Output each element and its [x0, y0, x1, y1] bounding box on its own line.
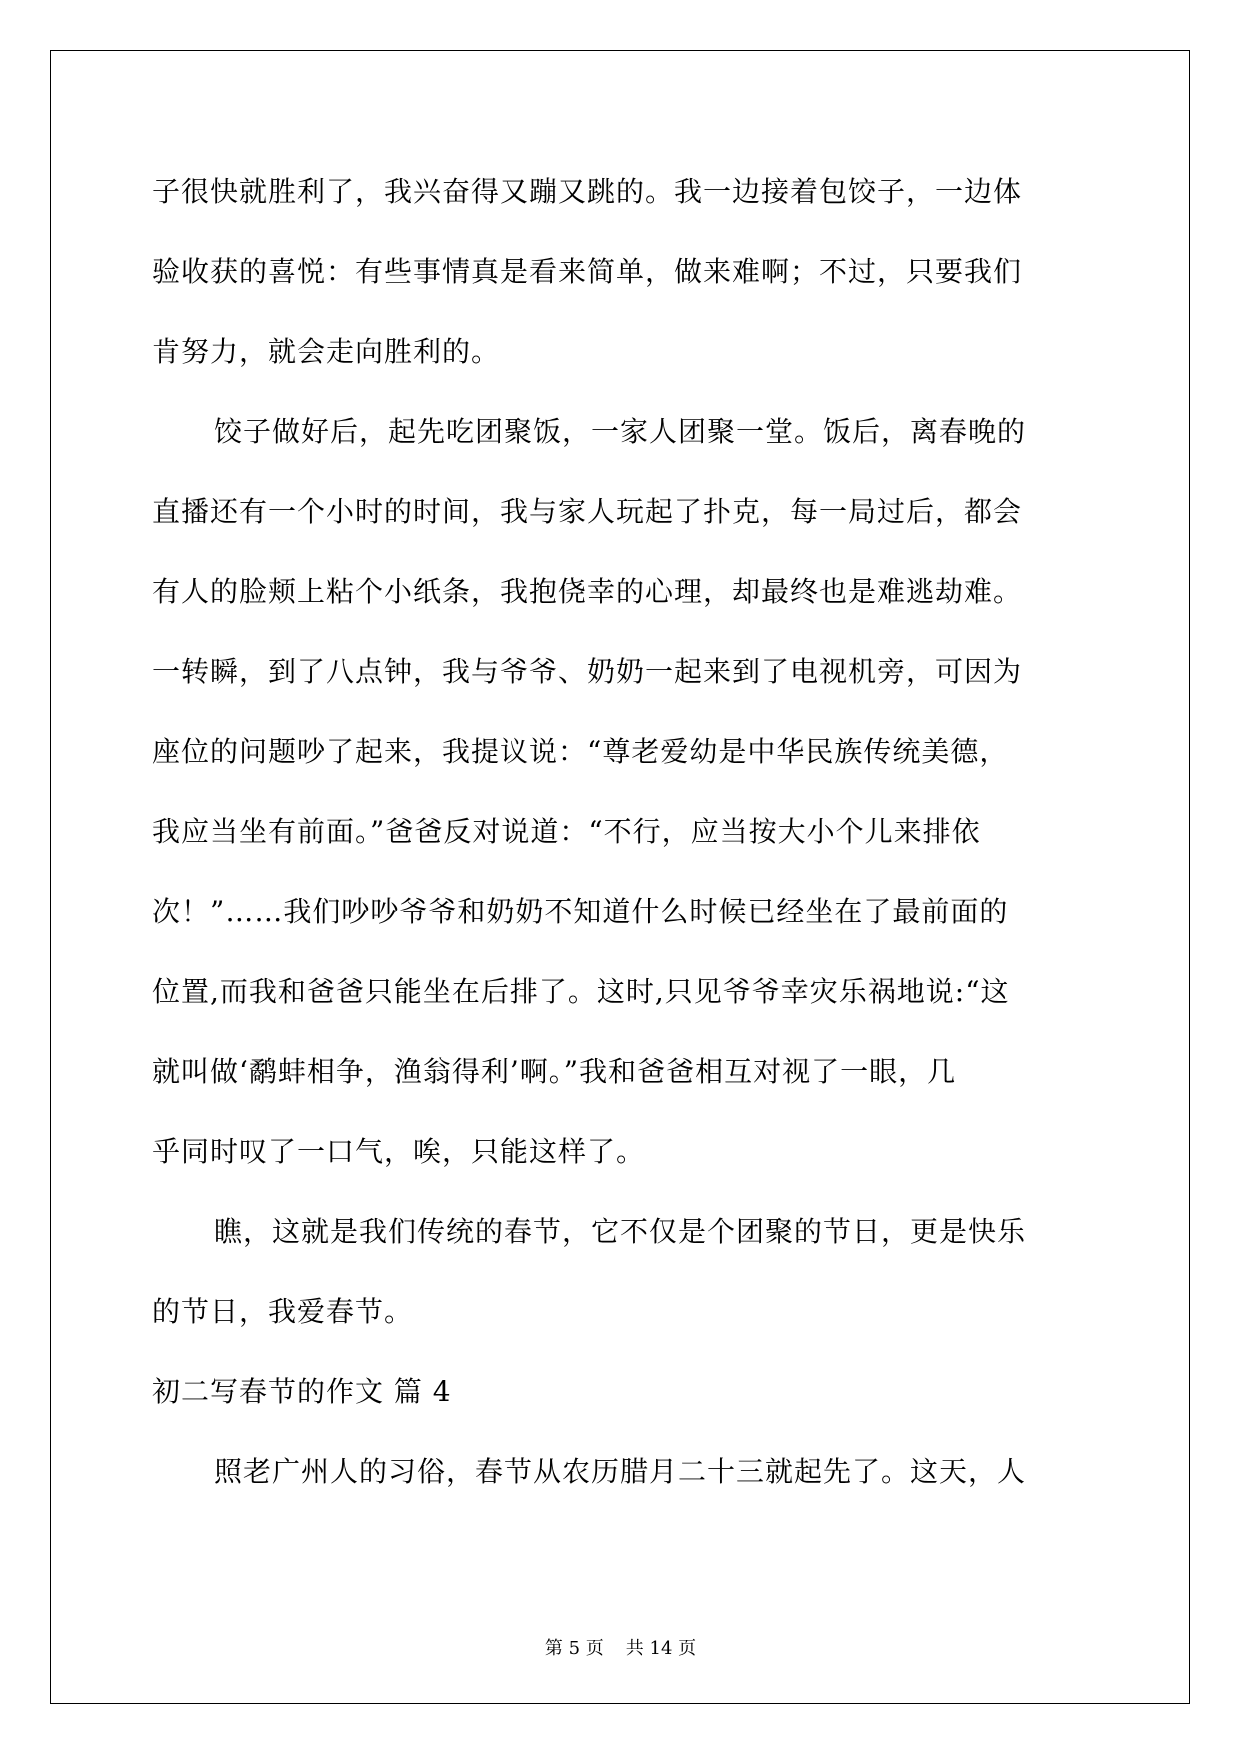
text-line: 我应当坐有前面。”爸爸反对说道：“不行，应当按大小个儿来排依 [152, 815, 981, 848]
paragraph-start-line: 照老广州人的习俗，春节从农历腊月二十三就起先了。这天，人 [214, 1455, 1027, 1488]
paragraph-start-line: 饺子做好后，起先吃团聚饭，一家人团聚一堂。饭后，离春晚的 [214, 415, 1027, 448]
text-line: 就叫做‘鹬蚌相争，渔翁得利’啊。”我和爸爸相互对视了一眼，几 [152, 1055, 957, 1088]
page-total: 共 14 页 [625, 1638, 697, 1659]
text-line: 验收获的喜悦：有些事情真是看来简单，做来难啊；不过，只要我们 [152, 255, 1023, 288]
section-heading: 初二写春节的作文 篇 4 [152, 1375, 452, 1408]
text-line: 次！”……我们吵吵爷爷和奶奶不知道什么时候已经坐在了最前面的 [152, 895, 1009, 928]
page-footer [0, 1637, 1241, 1661]
text-line: 肯努力，就会走向胜利的。 [152, 335, 501, 368]
text-line: 乎同时叹了一口气，唉，只能这样了。 [152, 1135, 646, 1168]
text-line: 一转瞬，到了八点钟，我与爷爷、奶奶一起来到了电视机旁，可因为 [152, 655, 1023, 688]
text-line: 座位的问题吵了起来，我提议说：“尊老爱幼是中华民族传统美德， [152, 735, 1009, 768]
text-line: 位置,而我和爸爸只能坐在后排了。这时,只见爷爷幸灾乐祸地说:“这 [152, 975, 1010, 1008]
text-line: 的节日，我爱春节。 [152, 1295, 414, 1328]
text-line: 有人的脸颊上粘个小纸条，我抱侥幸的心理，却最终也是难逃劫难。 [152, 575, 1023, 608]
text-line: 直播还有一个小时的时间，我与家人玩起了扑克，每一局过后，都会 [152, 495, 1023, 528]
page-number: 第 5 页 [544, 1638, 604, 1659]
paragraph-start-line: 瞧，这就是我们传统的春节，它不仅是个团聚的节日，更是快乐 [214, 1215, 1027, 1248]
text-line: 子很快就胜利了，我兴奋得又蹦又跳的。我一边接着包饺子，一边体 [152, 175, 1023, 208]
